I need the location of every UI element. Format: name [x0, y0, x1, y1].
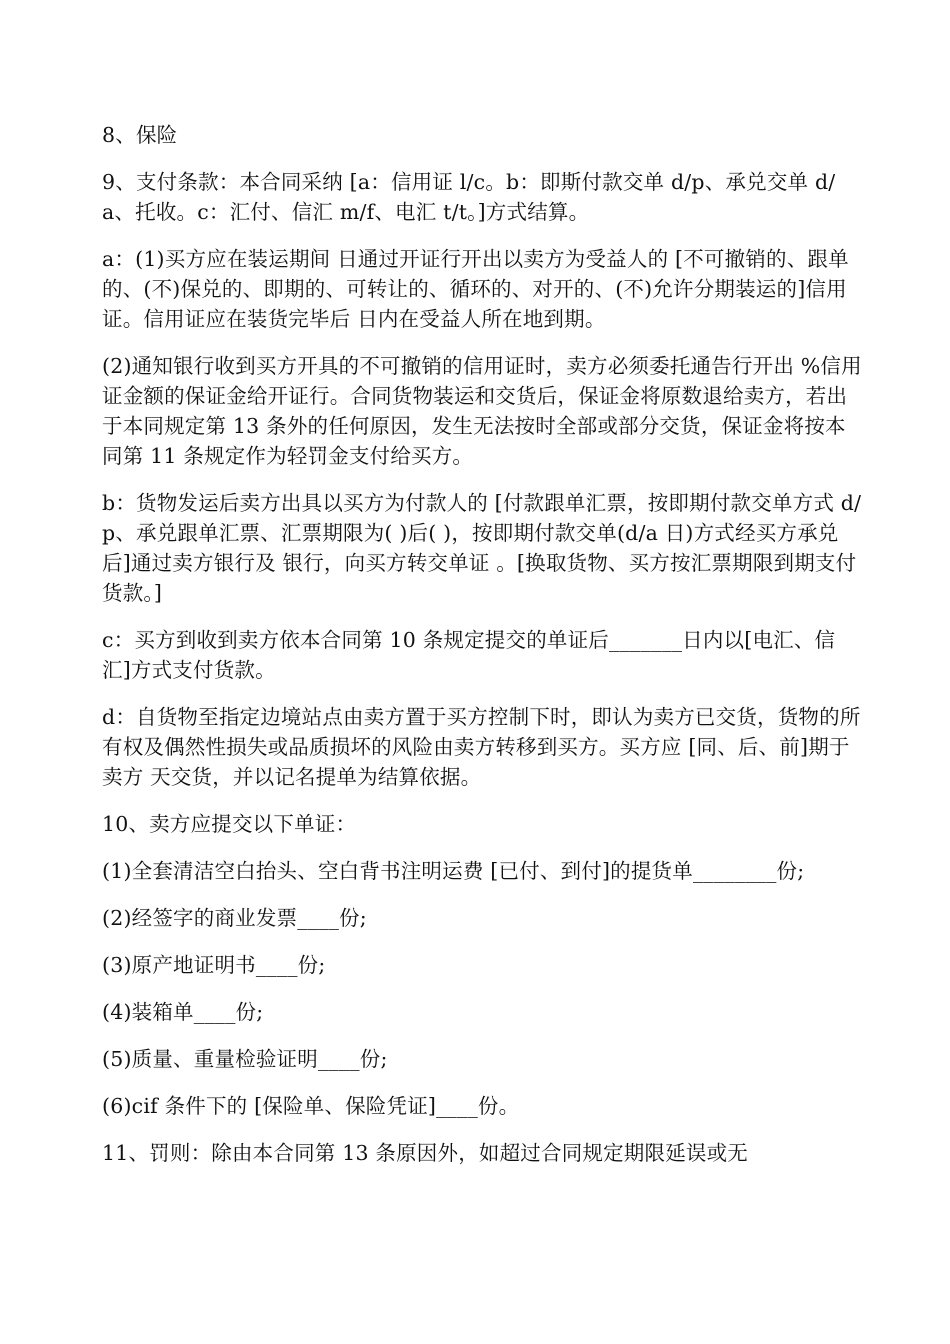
document-body	[102, 120, 862, 1185]
payment-option-c-paragraph: c：买方到收到卖方依本合同第 10 条规定提交的单证后_______日内以[电汇、信汇]方式支付货款。	[102, 628, 836, 682]
document-item-insurance-policy: (6)cif 条件下的 [保险单、保险凭证]____份。	[102, 1094, 520, 1118]
payment-option-d-paragraph: d：自货物至指定边境站点由卖方置于买方控制下时，即认为卖方已交货，货物的所有权及偶然性损失或品质损坏的风险由卖方转移到买方。买方应 [同、后、前]期于卖方 天交货，并以记名提单为结算依据。	[102, 705, 861, 789]
section-heading-documents: 10、卖方应提交以下单证：	[102, 812, 357, 836]
section-heading-penalties: 11、罚则：除由本合同第 13 条原因外，如超过合同规定期限延误或无	[102, 1141, 749, 1165]
section-heading-insurance: 8、保险	[102, 123, 178, 147]
document-item-inspection-certificate: (5)质量、重量检验证明____份;	[102, 1047, 388, 1071]
document-item-packing-list: (4)装箱单____份;	[102, 1000, 264, 1024]
document-item-bill-of-lading: (1)全套清洁空白抬头、空白背书注明运费 [已付、到付]的提货单________份;	[102, 859, 805, 883]
payment-terms-paragraph: 9、支付条款：本合同采纳 [a：信用证 l/c。b：即斯付款交单 d/p、承兑交单 d/a、托收。c：汇付、信汇 m/f、电汇 t/t。]方式结算。	[102, 170, 836, 224]
document-item-commercial-invoice: (2)经签字的商业发票____份;	[102, 906, 367, 930]
payment-option-a2-paragraph: (2)通知银行收到买方开具的不可撤销的信用证时，卖方必须委托通告行开出 %信用证金额的保证金给开证行。合同货物装运和交货后，保证金将原数退给卖方，若出于本同规定第 13 条外的任何原因，发生无法按时全部或部分交货，保证金将按本同第 11 条规定作为轻罚金支付给买方。	[102, 354, 862, 468]
document-item-certificate-of-origin: (3)原产地证明书____份;	[102, 953, 326, 977]
payment-option-a1-paragraph: a：(1)买方应在装运期间 日通过开证行开出以卖方为受益人的 [不可撤销的、跟单的、(不)保兑的、即期的、可转让的、循环的、对开的、(不)允许分期装运的]信用证。信用证应在装货完毕后 日内在受益人所在地到期。	[102, 247, 849, 331]
payment-option-b-paragraph: b：货物发运后卖方出具以买方为付款人的 [付款跟单汇票，按即期付款交单方式 d/p、承兑跟单汇票、汇票期限为( )后( )，按即期付款交单(d/a 日)方式经买方承兑后]通过卖方银行及 银行，向买方转交单证 。[换取货物、买方按汇票期限到期支付货款。]	[102, 491, 862, 605]
